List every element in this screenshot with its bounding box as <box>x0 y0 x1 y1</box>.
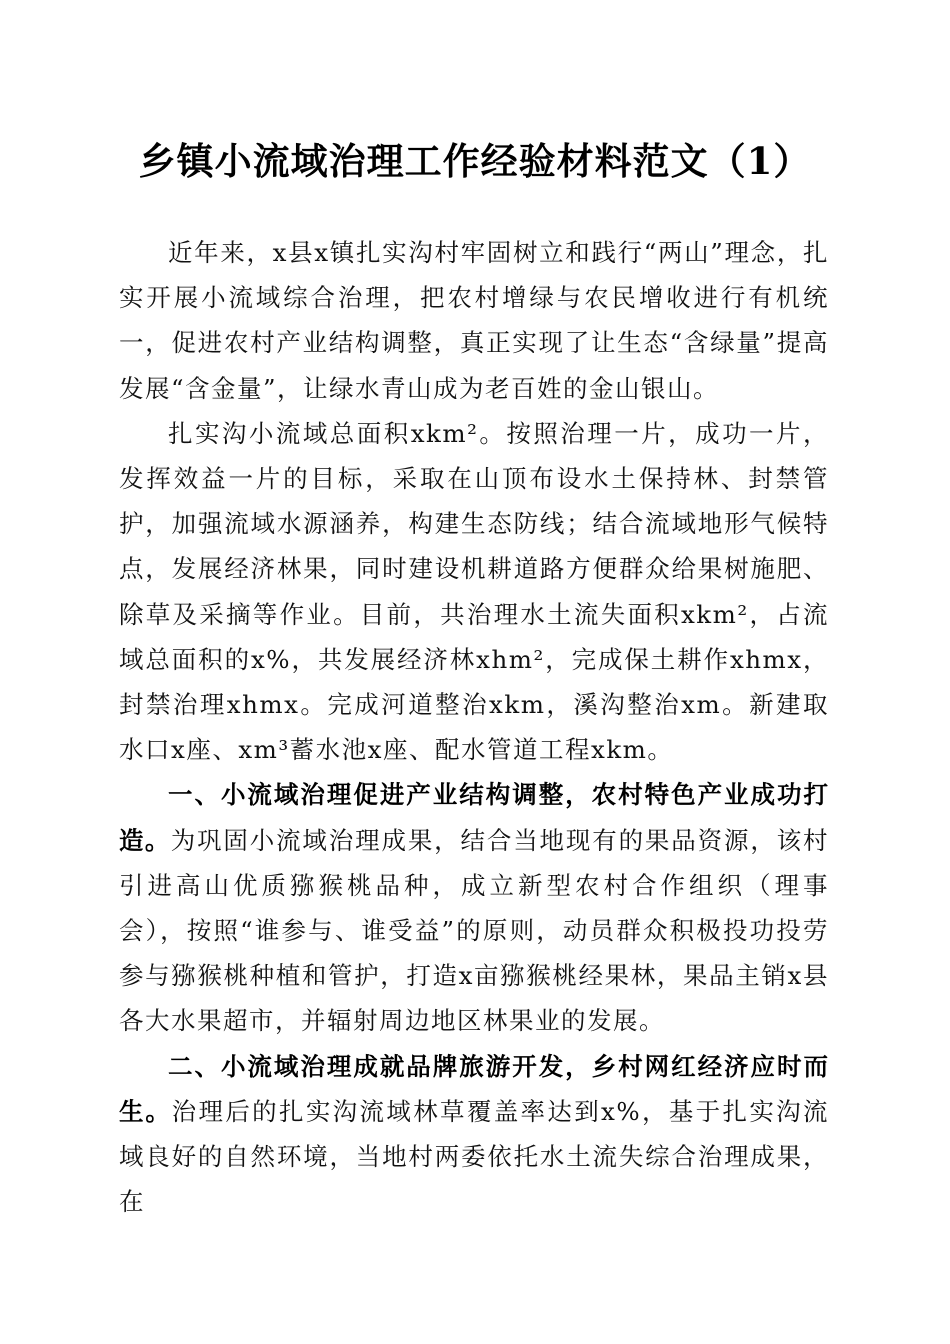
paragraph-intro <box>119 230 829 411</box>
paragraph-text: 近年来，x县x镇扎实沟村牢固树立和践行“两山”理念，扎实开展小流域综合治理，把农村增绿与农民增收进行有机统一，促进农村产业结构调整，真正实现了让生态“含绿量”提高发展“含金量”，让绿水青山成为老百姓的金山银山。 <box>119 238 829 403</box>
paragraph-section-two <box>119 1044 829 1225</box>
paragraph-overview <box>119 411 829 773</box>
paragraph-text: 治理后的扎实沟流域林草覆盖率达到x%，基于扎实沟流域良好的自然环境，当地村两委依托水土流失综合治理成果，在 <box>119 1096 829 1217</box>
section-two-heading: 二、小流域治理成就品牌旅游开发，乡村网红经济应时而生。 <box>119 1051 829 1126</box>
document-body <box>119 230 829 1224</box>
document-title: 乡镇小流域治理工作经验材料范文（1） <box>138 139 812 183</box>
section-one-heading: 一、小流域治理促进产业结构调整，农村特色产业成功打造。 <box>119 780 829 855</box>
paragraph-text: 为巩固小流域治理成果，结合当地现有的果品资源，该村引进高山优质猕猴桃品种，成立新型农村合作组织（理事会），按照“谁参与、谁受益”的原则，动员群众积极投功投劳参与猕猴桃种植和管护，打造x亩猕猴桃经果林，果品主销x县各大水果超市，并辐射周边地区林果业的发展。 <box>119 825 830 1036</box>
paragraph-section-one <box>119 772 829 1043</box>
paragraph-text: 扎实沟小流域总面积xkm²。按照治理一片，成功一片，发挥效益一片的目标，采取在山顶布设水土保持林、封禁管护，加强流域水源涵养，构建生态防线；结合流域地形气候特点，发展经济林果，同时建设机耕道路方便群众给果树施肥、除草及采摘等作业。目前，共治理水土流失面积xkm²，占流域总面积的x%，共发展经济林xhm²，完成保土耕作xhmx，封禁治理xhmx。完成河道整治xkm，溪沟整治xm。新建取水口x座、xm³蓄水池x座、配水管道工程xkm。 <box>119 418 829 765</box>
